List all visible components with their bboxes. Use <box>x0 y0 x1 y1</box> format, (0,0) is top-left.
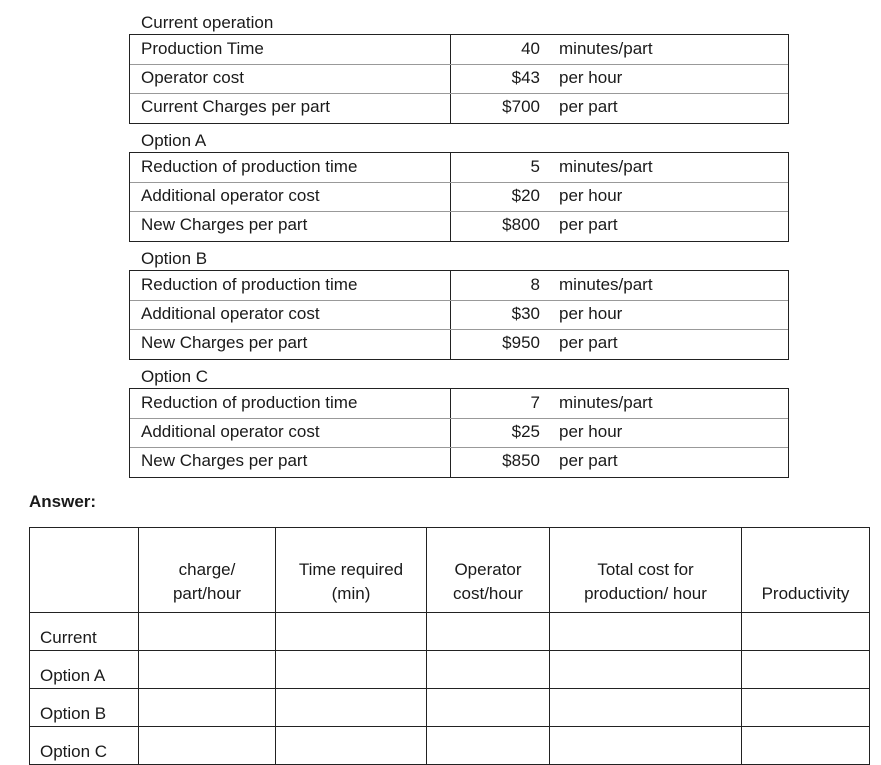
answer-cell[interactable] <box>742 689 870 727</box>
row-label-cell: Option B <box>30 689 139 727</box>
row-label: New Charges per part <box>141 333 308 352</box>
row-label: Reduction of production time <box>141 157 358 176</box>
answer-cell[interactable] <box>276 689 427 727</box>
info-table-option-a <box>129 152 789 242</box>
answer-cell[interactable] <box>276 613 427 651</box>
row-unit: minutes/part <box>559 157 653 176</box>
row-label: Reduction of production time <box>141 393 358 412</box>
row-value: $43 <box>511 68 540 87</box>
row-unit: per hour <box>559 186 623 205</box>
header-line: part/hour <box>172 584 242 603</box>
answer-cell[interactable] <box>550 689 742 727</box>
row-unit: per part <box>559 215 618 234</box>
row-label: Current Charges per part <box>141 97 330 116</box>
row-value: $30 <box>511 304 540 323</box>
header-operator-cost <box>427 528 550 613</box>
row-label: Additional operator cost <box>141 186 320 205</box>
row-value: $20 <box>511 186 540 205</box>
row-unit: per hour <box>559 304 623 323</box>
row-unit: per part <box>559 451 618 470</box>
section-title-option-b: Option B <box>141 249 208 268</box>
row-value: 8 <box>530 275 540 294</box>
answer-row-option-a <box>30 651 870 689</box>
header-line: Productivity <box>761 584 850 603</box>
row-unit: per hour <box>559 422 623 441</box>
row-unit: per part <box>559 97 618 116</box>
answer-cell[interactable] <box>427 727 550 765</box>
row-label: Additional operator cost <box>141 422 320 441</box>
header-time-required <box>276 528 427 613</box>
row-value: 5 <box>530 157 540 176</box>
header-line: Total cost for <box>597 560 694 579</box>
answer-cell[interactable] <box>139 689 276 727</box>
answer-header-row <box>30 528 870 613</box>
info-row <box>130 35 788 65</box>
row-unit: minutes/part <box>559 275 653 294</box>
row-unit: minutes/part <box>559 39 653 58</box>
info-row <box>130 153 788 183</box>
info-row <box>130 211 788 240</box>
info-table-current <box>129 34 789 124</box>
answer-cell[interactable] <box>139 613 276 651</box>
answer-cell[interactable] <box>550 727 742 765</box>
row-unit: per hour <box>559 68 623 87</box>
info-table-option-c <box>129 388 789 478</box>
section-title-option-a: Option A <box>141 131 207 150</box>
answer-row-option-b <box>30 689 870 727</box>
info-row <box>130 64 788 94</box>
info-row <box>130 93 788 122</box>
info-row <box>130 418 788 448</box>
answer-cell[interactable] <box>742 613 870 651</box>
row-label-cell: Option A <box>30 651 139 689</box>
row-label-cell: Current <box>30 613 139 651</box>
row-value: 40 <box>521 39 540 58</box>
info-row <box>130 447 788 476</box>
header-total-cost <box>550 528 742 613</box>
row-value: $800 <box>502 215 540 234</box>
answer-table <box>29 527 870 765</box>
answer-row-option-c <box>30 727 870 765</box>
answer-label: Answer: <box>29 492 97 511</box>
answer-cell[interactable] <box>139 727 276 765</box>
info-row <box>130 182 788 212</box>
header-empty-cell <box>30 528 139 613</box>
header-line: Time required <box>298 560 404 579</box>
answer-cell[interactable] <box>139 651 276 689</box>
row-value: $700 <box>502 97 540 116</box>
info-row <box>130 300 788 330</box>
row-label-cell: Option C <box>30 727 139 765</box>
row-value: $850 <box>502 451 540 470</box>
header-line: production/ hour <box>584 584 707 603</box>
row-label: Operator cost <box>141 68 244 87</box>
info-table-option-b <box>129 270 789 360</box>
row-label: Reduction of production time <box>141 275 358 294</box>
info-row <box>130 329 788 358</box>
row-value: 7 <box>530 393 540 412</box>
row-value: $950 <box>502 333 540 352</box>
header-productivity <box>742 528 870 613</box>
answer-cell[interactable] <box>550 651 742 689</box>
answer-cell[interactable] <box>550 613 742 651</box>
answer-cell[interactable] <box>427 651 550 689</box>
answer-row-current <box>30 613 870 651</box>
header-line: cost/hour <box>453 584 523 603</box>
answer-cell[interactable] <box>276 651 427 689</box>
row-label: New Charges per part <box>141 451 308 470</box>
section-title-current: Current operation <box>141 13 274 32</box>
info-row <box>130 271 788 301</box>
row-label: New Charges per part <box>141 215 308 234</box>
header-line: charge/ <box>178 560 236 579</box>
header-line: (min) <box>331 584 371 603</box>
answer-cell[interactable] <box>427 613 550 651</box>
info-row <box>130 389 788 419</box>
header-line: Operator <box>454 560 522 579</box>
row-unit: per part <box>559 333 618 352</box>
header-charge-per-part-hour <box>139 528 276 613</box>
row-unit: minutes/part <box>559 393 653 412</box>
answer-cell[interactable] <box>742 727 870 765</box>
row-label: Additional operator cost <box>141 304 320 323</box>
row-label: Production Time <box>141 39 264 58</box>
row-value: $25 <box>511 422 540 441</box>
answer-cell[interactable] <box>742 651 870 689</box>
section-title-option-c: Option C <box>141 367 209 386</box>
answer-cell[interactable] <box>276 727 427 765</box>
answer-cell[interactable] <box>427 689 550 727</box>
